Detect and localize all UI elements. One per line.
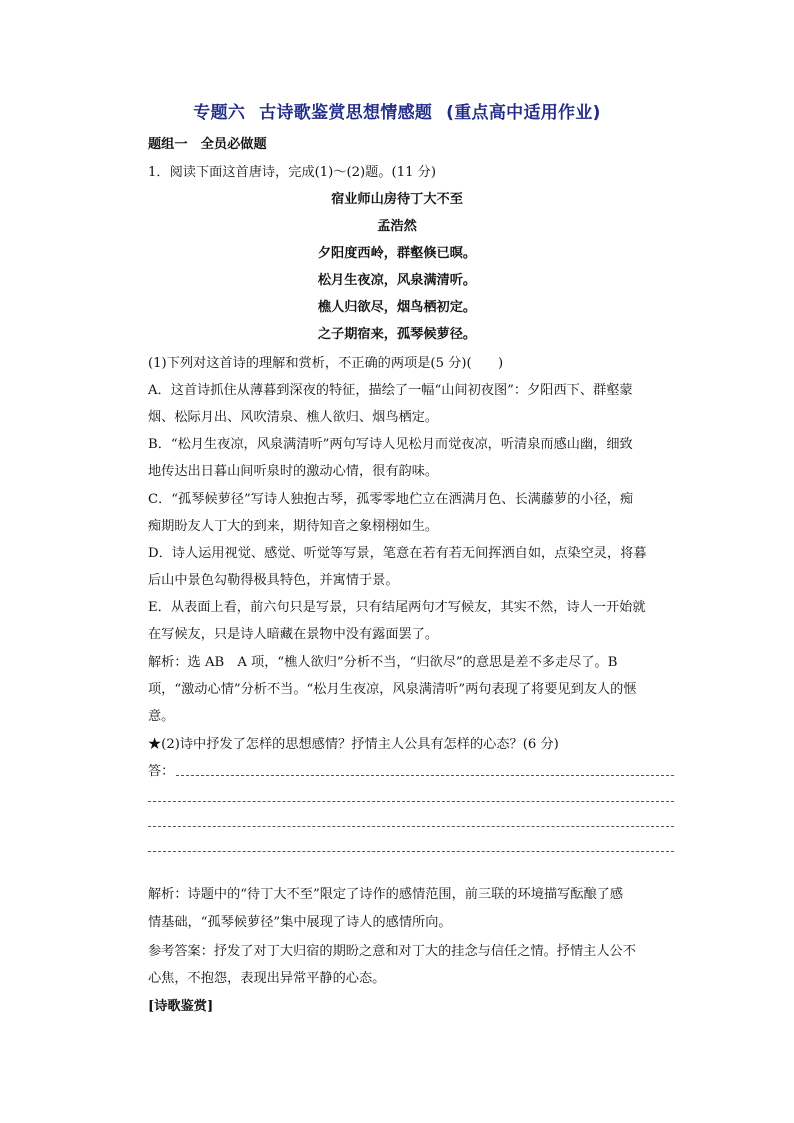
option-b-line: B．“松月生夜凉，风泉满清听”两句写诗人见松月而觉夜凉，听清泉而感山幽，细致 [148, 437, 633, 452]
reference-answer-line: 心焦，不抱怨，表现出异常平静的心态。 [148, 971, 386, 986]
group-label: 题组一 全员必做题 [148, 137, 267, 152]
option-d-line: D．诗人运用视觉、感觉、听觉等写景，笔意在若有若无间挥洒自如，点染空灵，将暮 [148, 546, 647, 561]
answer-line[interactable] [148, 801, 674, 802]
sub-question-1-stem: (1)下列对这首诗的理解和赏析，不正确的两项是(5 分)( ) [148, 356, 504, 371]
analysis-2-line: 情基础，“孤琴候萝径”集中展现了诗人的感情所向。 [148, 915, 452, 930]
option-e-line: E．从表面上看，前六句只是写景，只有结尾两句才写候友，其实不然，诗人一开始就 [148, 600, 646, 615]
option-a-line: A．这首诗抓住从薄暮到深夜的特征，描绘了一幅“山间初夜图”：夕阳西下、群壑蒙 [148, 383, 633, 398]
option-c-line: 痴期盼友人丁大的到来，期待知音之象栩栩如生。 [148, 519, 439, 534]
analysis-1-line: 解析：选 AB A 项，“樵人欲归”分析不当，“归欲尽”的意思是差不多走尽了。B [148, 655, 618, 670]
analysis-1-line: 项，“激动心情”分析不当。“松月生夜凉，风泉满清听”两句表现了将要见到友人的惬 [148, 682, 637, 697]
option-e-line: 在写候友，只是诗人暗藏在景物中没有露面罢了。 [148, 627, 439, 642]
poem-title: 宿业师山房待丁大不至 [331, 192, 463, 207]
title-topic: 古诗歌鉴赏思想情感题 [259, 103, 433, 123]
poem-line: 之子期宿来，孤琴候萝径。 [317, 327, 477, 342]
question-1-stem: 1．阅读下面这首唐诗，完成(1)～(2)题。(11 分) [148, 165, 437, 180]
poem-line: 夕阳度西岭，群壑倏已暝。 [317, 246, 477, 261]
poem-line: 松月生夜凉，风泉满清听。 [317, 273, 477, 288]
title-scope: (重点高中适用作业) [446, 103, 601, 123]
option-d-line: 后山中景色勾勒得极具特色，并寓情于景。 [148, 573, 399, 588]
title-series: 专题六 [193, 103, 246, 123]
sub-question-2-stem: ★(2)诗中抒发了怎样的思想感情？抒情主人公具有怎样的心态？(6 分) [148, 737, 559, 752]
poem-line: 樵人归欲尽，烟鸟栖初定。 [317, 300, 477, 315]
answer-line[interactable] [176, 775, 674, 776]
reference-answer-line: 参考答案：抒发了对丁大归宿的期盼之意和对丁大的挂念与信任之情。抒情主人公不 [148, 944, 636, 959]
answer-line[interactable] [148, 826, 674, 827]
option-b-line: 地传达出日暮山间听泉时的激动心情，很有韵味。 [148, 464, 439, 479]
answer-label: 答： [148, 764, 175, 779]
option-c-line: C．“孤琴候萝径”写诗人独抱古琴，孤零零地伫立在洒满月色、长满藤萝的小径，痴 [148, 492, 634, 507]
analysis-2-line: 解析：诗题中的“待丁大不至”限定了诗作的感情范围，前三联的环境描写酝酿了感 [148, 887, 624, 902]
answer-line[interactable] [148, 851, 674, 852]
analysis-1-line: 意。 [148, 709, 175, 724]
page-title [0, 98, 794, 123]
option-a-line: 烟、松际月出、风吹清泉、樵人欲归、烟鸟栖定。 [148, 410, 439, 425]
poem-author: 孟浩然 [377, 219, 417, 234]
section-label: [诗歌鉴赏] [148, 999, 214, 1014]
